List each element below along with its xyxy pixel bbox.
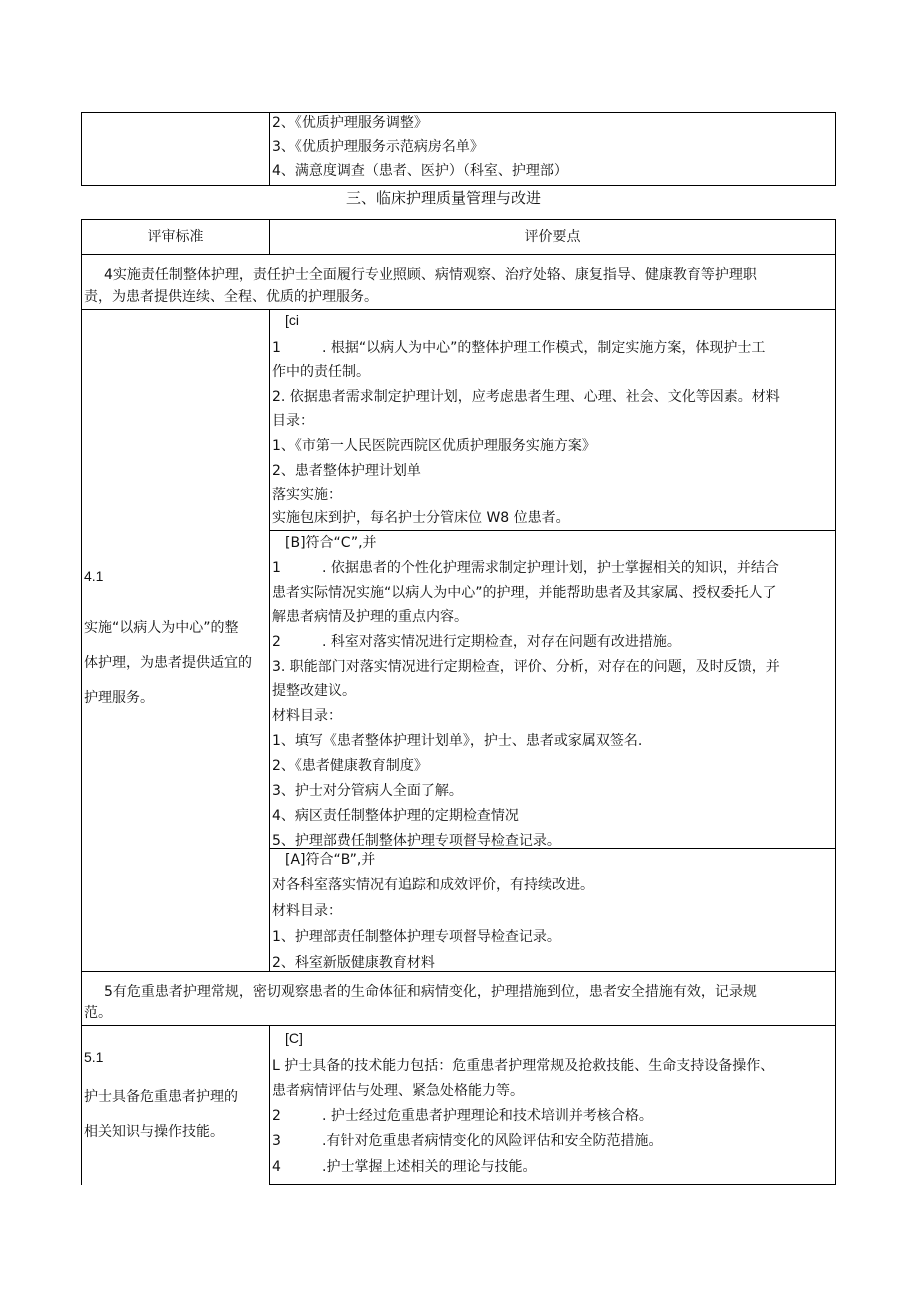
criterion-text-cont: 解患者病情及护理的重点内容。 xyxy=(272,609,468,625)
table2-right-border xyxy=(835,219,836,1185)
grade-c-heading: [C] xyxy=(285,1030,303,1046)
item51-label: 相关知识与操作技能。 xyxy=(84,1124,224,1140)
table2-top-border xyxy=(81,219,836,220)
row5-description-cont: 范。 xyxy=(84,1005,112,1021)
item51-number: 5.1 xyxy=(84,1049,104,1065)
criterion-number: 3 xyxy=(272,1133,281,1149)
row5-bottom-border xyxy=(81,1025,836,1026)
criterion-text-cont: 患者病情评估与处理、紧急处格能力等。 xyxy=(272,1083,524,1099)
material-item: 1、护理部责任制整体护理专项督导检查记录。 xyxy=(272,929,561,945)
grade-c-bottom-border xyxy=(269,530,836,531)
item41-label: 护理服务。 xyxy=(84,690,154,706)
item51-divider xyxy=(269,1025,270,1185)
table1-bottom-border xyxy=(81,185,836,186)
item51-inner-bottom-border xyxy=(269,1184,836,1185)
grade-b-heading: [B]符合“C”,并 xyxy=(285,535,377,551)
row4-description-cont: 责，为患者提供连续、全程、优质的护理服务。 xyxy=(84,289,378,305)
top-list-item: 2、《优质护理服务调整》 xyxy=(272,115,428,131)
criterion-number: 1 xyxy=(272,560,281,576)
implementation-label: 落实实施： xyxy=(272,487,342,503)
criterion-text: 3. 职能部门对落实情况进行定期检查，评价、分析，对存在的问题，及时反馈，并 xyxy=(272,659,780,675)
item41-label: 体护理，为患者提供适宜的 xyxy=(84,655,252,671)
material-item: 5、护理部费任制整体护理专项督导检查记录。 xyxy=(272,833,561,849)
item41-bottom-border xyxy=(81,971,836,972)
grade-a-heading: [A]符合“B”,并 xyxy=(285,852,376,868)
criterion-text: . 科室对落实情况进行定期检查，对存在问题有改进措施。 xyxy=(322,634,681,650)
material-item: 1、《市第一人民医院西院区优质护理服务实施方案》 xyxy=(272,438,596,454)
item51-label: 护士具备危重患者护理的 xyxy=(84,1089,238,1105)
table1-mid-border xyxy=(269,112,270,186)
table1-top-border xyxy=(81,112,836,113)
top-list-item: 3、《优质护理服务示范病房名单》 xyxy=(272,139,484,155)
grade-c-heading: [ci xyxy=(285,312,299,328)
criterion-number: 2 xyxy=(272,634,281,650)
row4-description: 4实施责任制整体护理，责任护士全面履行专业照顾、病情观察、治疗处辂、康复指导、健康教育等护理职 xyxy=(104,267,757,283)
materials-label: 材料目录： xyxy=(272,903,342,919)
criterion-number: 2 xyxy=(272,1108,281,1124)
material-item: 1、填写《患者整体护理计划单》，护士、患者或家属双签名. xyxy=(272,733,643,749)
materials-label: 材料目录： xyxy=(272,708,342,724)
criterion-text-cont: 目录： xyxy=(272,413,314,429)
criterion-number: 4 xyxy=(272,1159,281,1175)
table1-left-border xyxy=(81,112,82,186)
criterion-text: L 护士具备的技术能力包括：危重患者护理常规及抢救技能、生命支持设备操作、 xyxy=(272,1058,775,1074)
header-bottom-border xyxy=(81,254,836,255)
criterion-text: 2. 依据患者需求制定护理计划，应考虑患者生理、心理、社会、文化等因素。材料 xyxy=(272,389,780,405)
criterion-text: . 依据患者的个性化护理需求制定护理计划，护士掌握相关的知识，并结合 xyxy=(322,560,779,576)
criterion-text: .有针对危重患者病情变化的风险评估和安全防范措施。 xyxy=(322,1133,663,1149)
header-key-points: 评价要点 xyxy=(524,229,581,245)
header-standard: 评审标准 xyxy=(147,229,204,245)
material-item: 2、患者整体护理计划单 xyxy=(272,463,421,479)
criterion-text: . 护士经过危重患者护理理论和技术培训并考核合格。 xyxy=(322,1108,653,1124)
criterion-text: . 根据“以病人为中心”的整体护理工作模式，制定实施方案，体现护士工 xyxy=(322,340,766,356)
row5-description: 5有危重患者护理常规，密切观察患者的生命体征和病情变化，护理措施到位，患者安全措施有效，记录规 xyxy=(104,984,757,1000)
criterion-text-cont: 作中的责任制。 xyxy=(272,364,370,380)
material-item: 2、《患者健康教育制度》 xyxy=(272,758,428,774)
criterion-text: 对各科室落实情况有追踪和成效评价，有持续改进。 xyxy=(272,877,594,893)
criterion-text-cont: 提整改建议。 xyxy=(272,683,356,699)
material-item: 4、病区责任制整体护理的定期检查情况 xyxy=(272,808,519,824)
criterion-number: 1 xyxy=(272,340,281,356)
material-item: 2、科室新版健康教育材料 xyxy=(272,955,435,971)
criterion-text: .护士掌握上述相关的理论与技能。 xyxy=(322,1159,537,1175)
table2-left-border xyxy=(81,219,82,1185)
top-list-item: 4、满意度调查（患者、医护）（科室、护理部） xyxy=(272,163,568,179)
material-item: 3、护士对分管病人全面了解。 xyxy=(272,783,463,799)
implementation-text: 实施包床到护，每名护士分管床位 W8 位患者。 xyxy=(272,510,570,526)
item41-label: 实施“以病人为中心”的整 xyxy=(84,620,239,636)
row4-bottom-border xyxy=(81,309,836,310)
item41-divider xyxy=(269,309,270,972)
item41-number: 4.1 xyxy=(84,568,104,584)
table1-right-border xyxy=(835,112,836,186)
section-title: 三、临床护理质量管理与改进 xyxy=(346,189,542,207)
criterion-text-cont: 患者实际情况实施“以病人为中心”的护理，并能帮助患者及其家属、授权委托人了 xyxy=(272,585,777,601)
